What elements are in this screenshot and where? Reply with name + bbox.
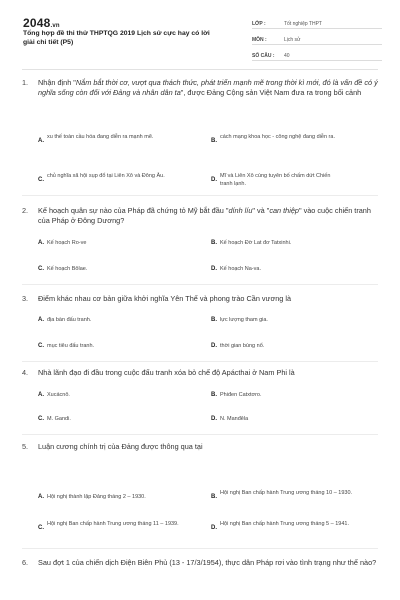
option-letter: D. [211,266,217,272]
site-logo[interactable] [23,16,60,30]
option-text: Kế hoạch Na-va. [220,266,261,272]
document-title: Tổng hợp đề thi thử THPTQG 2019 Lịch sử cực hay có lời giải chi tiết (P5) [23,30,210,46]
option-letter: A. [38,392,44,398]
option-text: M. Gandi. [47,416,71,422]
option-letter: A. [38,494,44,500]
option-letter: B. [211,494,217,500]
meta-value: Lịch sử [284,37,301,43]
question-text [38,442,383,452]
option-letter: D. [211,177,217,183]
question-text-part: Kế hoạch quân sự nào của Pháp đã chứng tỏ Mỹ bắt đầu " [38,206,229,215]
document-meta [252,16,382,64]
option-letter: A. [38,138,44,144]
option-text: cách mạng khoa học - công nghệ đang diễn ra. [220,134,335,140]
option-text: Hội nghị Ban chấp hành Trung ương tháng 10 – 1930. [220,490,353,496]
option-text: Kế hoạch Bôlae. [47,266,88,272]
question-text-part: Luận cương chính trị của Đảng được thông qua tại [38,442,203,451]
option-text: địa bàn đấu tranh. [47,317,92,323]
option-text: Kế hoạch Đờ Lat đơ Tatxinhi. [220,240,292,246]
option-text: Hội nghị Ban chấp hành Trung ương tháng 5 – 1941. [220,521,349,527]
option-text: xu thế toàn cầu hóa đang diễn ra mạnh mẽ. [47,134,154,140]
option-letter: B. [211,392,217,398]
option-letter: D. [211,416,217,422]
meta-label: MÔN : [252,37,267,43]
question-text-part: Nhà lãnh đạo đi đầu trong cuộc đấu tranh xóa bỏ chế độ Apácthai ở Nam Phi là [38,368,295,377]
option-letter: C. [38,343,44,349]
option-text: N. Manđêla [220,416,249,422]
question-text [38,294,383,304]
meta-value: Tốt nghiệp THPT [284,21,322,27]
option-letter: B. [211,317,217,323]
question-separator [22,195,378,196]
question-number: 5. [22,442,29,451]
question-text-part: Điểm khác nhau cơ bản giữa khởi nghĩa Yên Thế và phong trào Cần vương là [38,294,292,303]
option-text: thời gian bùng nổ. [220,343,265,349]
option-letter: B. [211,138,217,144]
meta-label: LỚP : [252,21,266,27]
option-text: Mĩ và Liên Xô cùng tuyên bố chấm dứt Chiến tranh lạnh. [220,173,331,187]
question-text [38,558,383,568]
logo-main: 2048 [23,16,51,30]
logo-suffix: .vn [50,23,60,29]
question-text [38,206,383,226]
question-text-quote: can thiệp [269,206,299,215]
question-text-part: " vào cuộc chiến tranh của Pháp ở Đông Dương? [38,206,371,226]
question-number: 6. [22,558,29,567]
question-separator [22,434,378,435]
option-letter: D. [211,343,217,349]
header-divider [22,69,378,70]
option-text: lực lượng tham gia. [220,317,268,323]
option-text: mục tiêu đấu tranh. [47,343,95,349]
option-text: chủ nghĩa xã hội sụp đổ tại Liên Xô và Đông Âu. [47,173,165,179]
question-text-part: ", được Đảng Cộng sản Việt Nam đưa ra trong bối cảnh [180,88,362,98]
question-text-quote: dính líu [228,206,253,215]
document-header [0,0,400,64]
option-text: Phiđen Catxtơro. [220,392,262,398]
question-text-part: " và " [252,206,270,215]
question-separator [22,284,378,285]
meta-row-subject [252,32,382,45]
option-text: Hội nghị Ban chấp hành Trung ương tháng 11 – 1939. [47,521,179,527]
meta-row-count [252,48,382,61]
question-separator [22,361,378,362]
option-text: Hội nghị thành lập Đảng tháng 2 – 1930. [47,494,146,500]
option-letter: A. [38,240,44,246]
option-letter: B. [211,240,217,246]
option-letter: C. [38,416,44,422]
question-number: 1. [22,78,29,87]
question-number: 2. [22,206,29,215]
option-letter: A. [38,317,44,323]
question-text-part: Nhận định " [38,78,76,87]
question-number: 4. [22,368,29,377]
option-letter: C. [38,525,44,531]
question-text [38,368,383,378]
question-text-part: Sau đợt 1 của chiến dịch Điện Biên Phủ (13 - 17/3/1954), thực dân Pháp rơi vào tình trạng như thế nào? [38,558,377,567]
question-number: 3. [22,294,29,303]
meta-value: 40 [284,53,290,59]
option-letter: C. [38,266,44,272]
question-separator [22,548,378,549]
question-text-quote: Nắm bắt thời cơ, vượt qua thách thức, phát triển mạnh mẽ trong thời kì mới, đó là vấn đề có ý nghĩa sống còn đối với Đảng và nhân dân ta [38,78,378,98]
option-letter: D. [211,525,217,531]
meta-row-class [252,16,382,29]
option-letter: C. [38,177,44,183]
option-text: Kế hoạch Ro-ve [47,240,87,246]
meta-label: SỐ CÂU : [252,53,275,59]
option-text: Xucácnô. [47,392,70,398]
question-text [38,78,383,98]
